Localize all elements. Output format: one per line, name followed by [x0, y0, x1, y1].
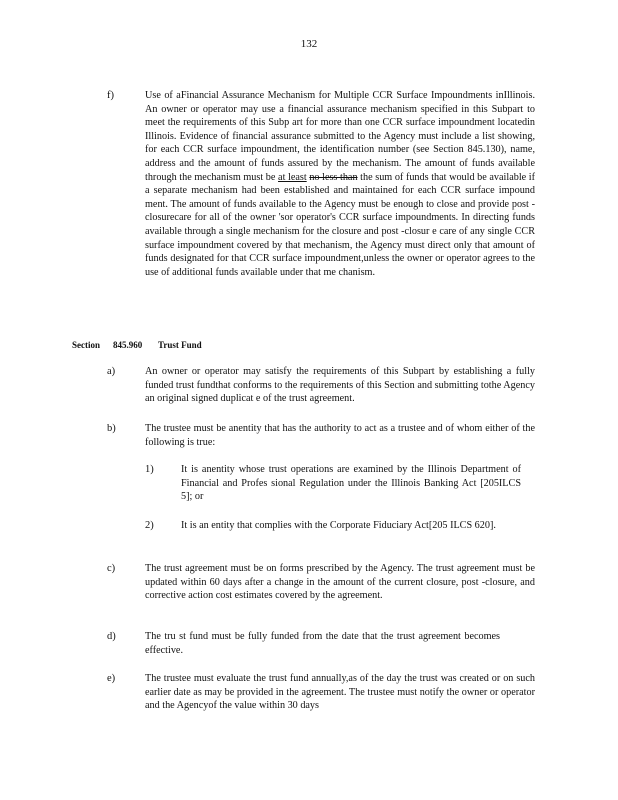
- inserted-text: at least: [278, 171, 307, 183]
- paragraph-f-text-1: Use of aFinancial Assurance Mechanism for Multiple CCR Surface Impoundments inIllinois. An owner or operator may use a financial assurance mechanism specified in this Subpart to meet the requirements of this Subp art for more than one CCR surface impoundment locatedin Illinois. Evidence of financial assurance submitted to the Agency must include a list showing, for each CCR surface impoundment, the identification number (see Section 845.130), name, address and the amount of funds assured by the mechanism. The amount of funds available through the mechanism must be: [145, 90, 535, 183]
- item-text-a: An owner or operator may satisfy the requirements of this Subpart by establishing a fully funded trust fundthat conforms to the requirements of this Section and submitting tothe Agency an original signed duplicat e of the trust agreement.: [145, 366, 535, 405]
- section-title: Trust Fund: [158, 340, 202, 350]
- item-text-e: The trustee must evaluate the trust fund annually,as of the day the trust was created or on such earlier date as may be provided in the agreement. The trustee must notify the owner or operator and the Agencyof the value within 30 days: [145, 673, 535, 712]
- subitem-label-2: 2): [145, 520, 154, 531]
- deleted-text: no less than: [309, 171, 358, 183]
- item-text-b: The trustee must be anentity that has the authority to act as a trustee and of whom either of the following is true:: [145, 423, 535, 448]
- subitem-text-1: It is anentity whose trust operations are examined by the Illinois Department of Financial and Profes sional Regulation under the Illinois Banking Act [205ILCS 5]; or: [181, 464, 521, 503]
- item-text-d: The tru st fund must be fully funded from the date that the trust agreement becomes effective.: [145, 631, 500, 656]
- item-label-e: e): [107, 673, 116, 684]
- paragraph-f-text-2: the sum of funds that would be available if a separate mechanism had been established and maintained for each CCR surface impound ment. The amount of funds available to the Agency must be enough to close and provide post -closurecare for all of the owner 'sor operator's CCR surface impoundments. In directing funds available through a single mechanism for the closure and post -closur e care of any single CCR surface impoundment covered by that mechanism, the Agency must direct only that amount of funds designated for that CCR surface impoundment,unless the owner or operator agrees to the use of additional funds available under that me chanism.: [145, 171, 536, 278]
- section-number: 845.960: [113, 340, 143, 350]
- item-label-d: d): [107, 631, 116, 642]
- subitem-label-1: 1): [145, 464, 154, 475]
- item-label-c: c): [107, 563, 116, 574]
- item-text-c: The trust agreement must be on forms prescribed by the Agency. The trust agreement must be updated within 60 days after a change in the amount of the current closure, post -closure, and corrective action cost estimates covered by the agreement.: [145, 563, 535, 602]
- item-label-b: b): [107, 423, 116, 434]
- item-label-f: f): [107, 90, 114, 101]
- item-label-a: a): [107, 366, 116, 377]
- page-number: 132: [300, 38, 318, 50]
- section-label: Section: [72, 340, 100, 350]
- subitem-text-2: It is an entity that complies with the Corporate Fiduciary Act[205 ILCS 620].: [181, 520, 496, 531]
- paragraph-f: [145, 89, 535, 279]
